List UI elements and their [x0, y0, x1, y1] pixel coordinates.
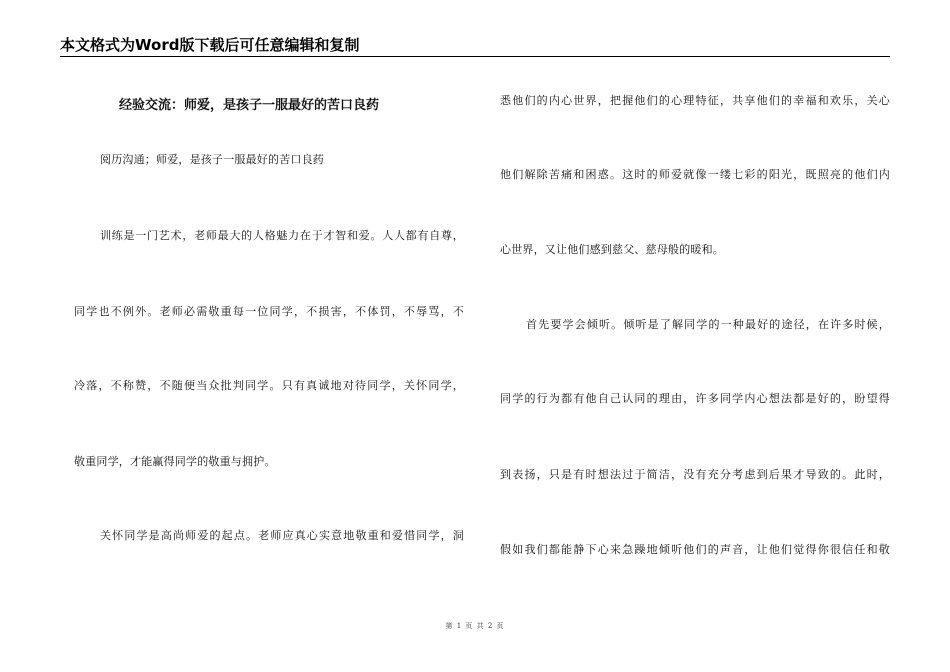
left-line-6: 关怀同学是高尚师爱的起点。老师应真心实意地敬重和爱惜同学，洞	[100, 529, 464, 542]
left-line-2: 训练是一门艺术，老师最大的人格魅力在于才智和爱。人人都有自尊，	[100, 229, 464, 242]
left-line-4: 冷落，不称赞，不随便当众批判同学。只有真诚地对待同学，关怀同学，	[74, 379, 464, 392]
right-line-7: 假如我们都能静下心来急躁地倾听他们的声音，让他们觉得你很信任和敬	[500, 543, 890, 556]
right-line-2: 他们解除苦痛和困惑。这时的师爱就像一缕七彩的阳光，既照亮的他们内	[500, 168, 890, 181]
right-line-6: 到表扬，只是有时想法过于简洁，没有充分考虑到后果才导致的。此时，	[500, 468, 890, 481]
left-line-1: 阅历沟通；师爱，是孩子一服最好的苦口良药	[100, 153, 324, 166]
page-number: 第 1 页 共 2 页	[445, 622, 505, 630]
right-line-1: 悉他们的内心世界，把握他们的心理特征，共享他们的幸福和欢乐，关心	[500, 94, 890, 107]
left-column	[74, 0, 464, 672]
right-line-4: 首先要学会倾听。倾听是了解同学的一种最好的途径，在许多时候，	[526, 318, 890, 331]
right-line-3: 心世界，又让他们感到慈父、慈母般的暖和。	[500, 243, 724, 256]
right-column	[500, 0, 890, 672]
left-line-3: 同学也不例外。老师必需敬重每一位同学，不损害，不体罚，不辱骂，不	[74, 305, 464, 318]
document-title: 经验交流：师爱，是孩子一服最好的苦口良药	[119, 98, 380, 113]
left-line-5: 敬重同学，才能赢得同学的敬重与拥护。	[74, 455, 276, 468]
header-text: 本文格式为Word版下载后可任意编辑和复制	[60, 36, 360, 54]
right-line-5: 同学的行为都有他自己认同的理由，许多同学内心想法都是好的，盼望得	[500, 392, 890, 405]
